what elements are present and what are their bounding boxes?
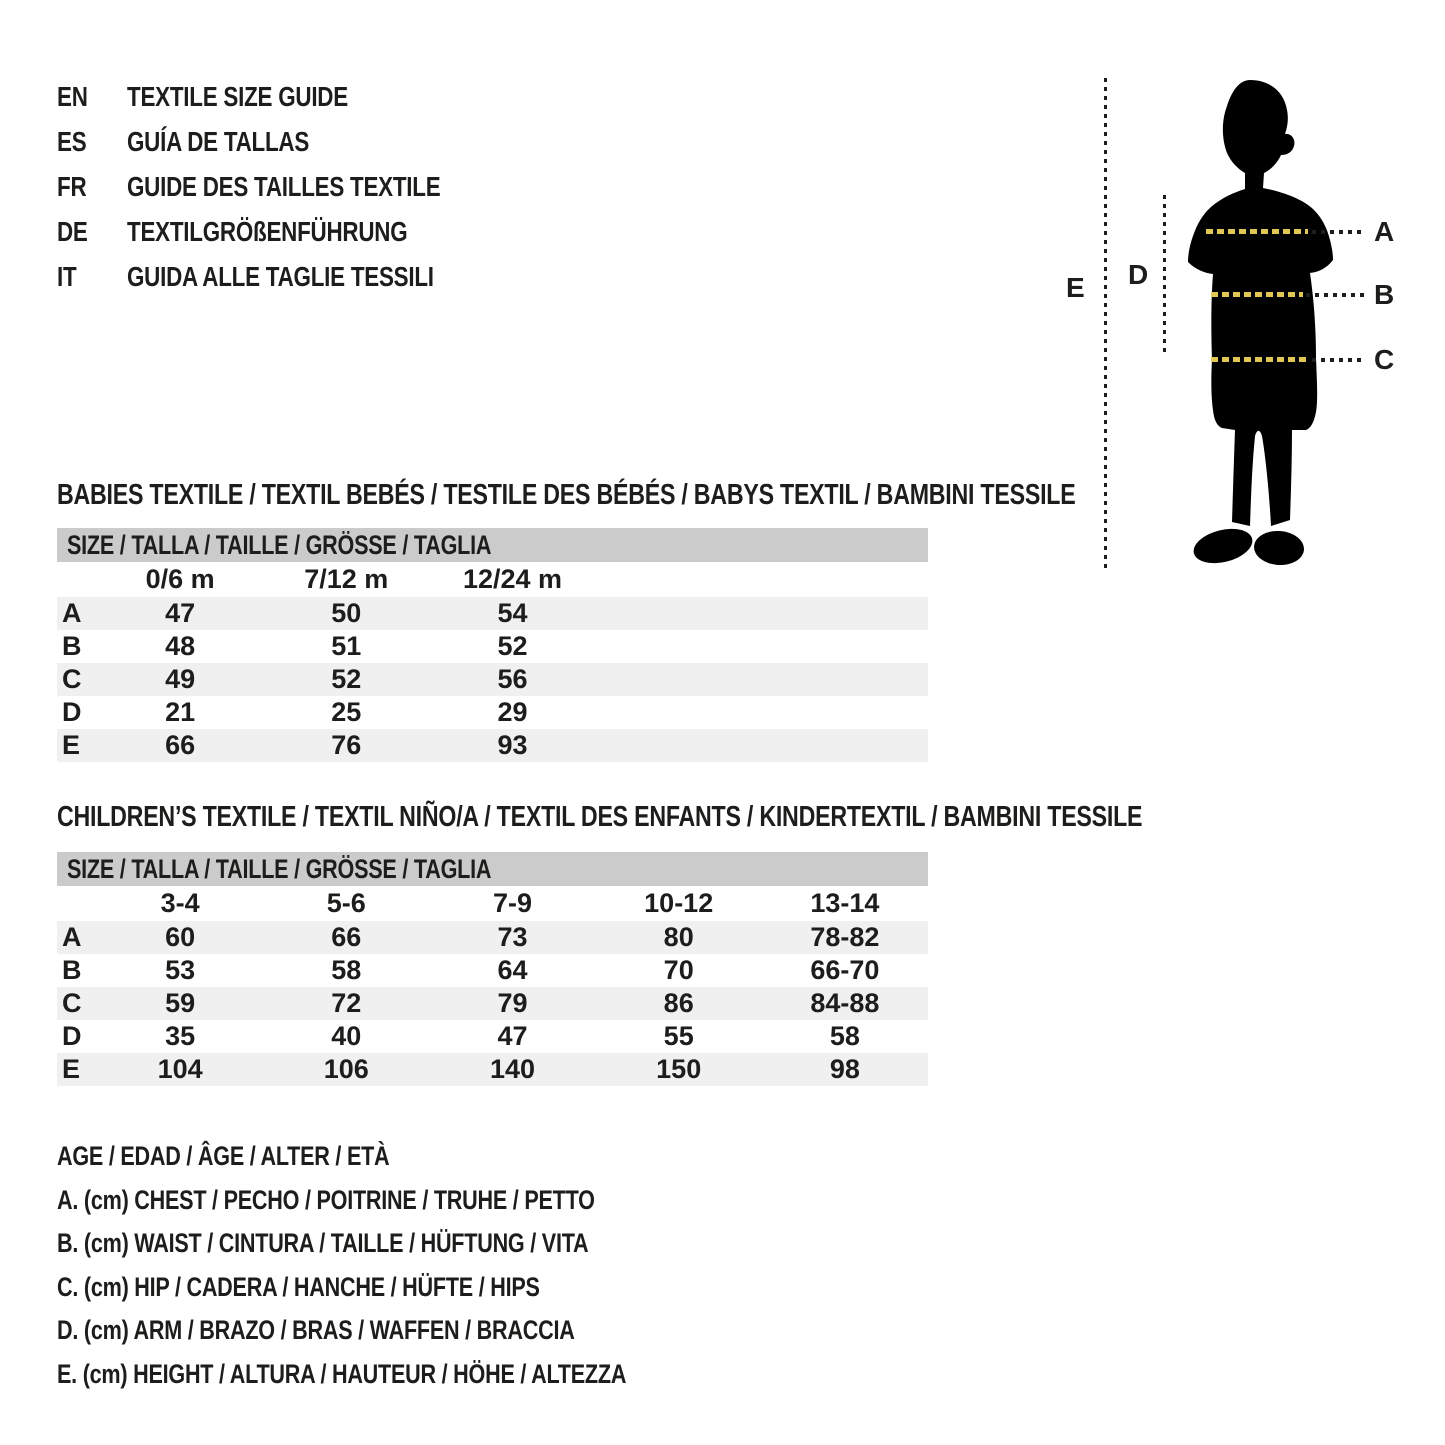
children-col-5-6: 5-6 xyxy=(326,888,366,918)
legend-line-chest: A. (cm) CHEST / PECHO / POITRINE / TRUHE / PETTO xyxy=(57,1184,595,1215)
title-row-en xyxy=(57,74,519,119)
title-row-es xyxy=(57,119,519,164)
measure-label-b: B xyxy=(1374,279,1395,310)
children-size-header-bar: SIZE / TALLA / TAILLE / GRÖSSE / TAGLIA xyxy=(57,852,928,886)
language-code-fr: FR xyxy=(57,170,87,202)
row-label: E xyxy=(62,730,81,760)
measurement-legend xyxy=(57,1135,768,1396)
hip-dot-line-c xyxy=(1312,358,1364,362)
table-row: D 21 25 29 xyxy=(57,696,928,729)
language-code-en: EN xyxy=(57,80,88,112)
row-label: C xyxy=(62,988,82,1018)
row-label: B xyxy=(62,631,82,661)
children-col-13-14: 13-14 xyxy=(810,888,880,918)
title-row-de xyxy=(57,209,519,254)
page-title-it: GUIDA ALLE TAGLIE TESSILI xyxy=(127,260,434,292)
table-row: E 104 106 140 150 98 xyxy=(57,1053,928,1086)
legend-line-hip: C. (cm) HIP / CADERA / HANCHE / HÜFTE / HIPS xyxy=(57,1271,540,1302)
arm-measure-line-d xyxy=(1163,195,1166,353)
waist-dash-line-b xyxy=(1211,292,1303,297)
babies-column-header-row xyxy=(57,562,928,597)
table-row: E 66 76 93 xyxy=(57,729,928,762)
row-label: A xyxy=(62,598,82,628)
measure-label-e: E xyxy=(1066,272,1085,303)
row-label: A xyxy=(62,922,82,952)
babies-size-header-bar: SIZE / TALLA / TAILLE / GRÖSSE / TAGLIA xyxy=(57,528,928,562)
title-row-fr xyxy=(57,164,519,209)
children-section-title: CHILDREN’S TEXTILE / TEXTIL NIÑO/A / TEXTIL DES ENFANTS / KINDERTEXTIL / BAMBINI TESSILE xyxy=(57,801,1143,833)
legend-line-age: AGE / EDAD / ÂGE / ALTER / ETÀ xyxy=(57,1141,390,1172)
children-column-header-row xyxy=(57,886,928,921)
table-row: B 48 51 52 xyxy=(57,630,928,663)
children-col-3-4: 3-4 xyxy=(160,888,200,918)
hip-dash-line-c xyxy=(1211,357,1309,362)
row-label: D xyxy=(62,1021,82,1051)
babies-size-table xyxy=(57,528,928,762)
babies-col-12-24m: 12/24 m xyxy=(462,564,563,594)
page-title-fr: GUIDE DES TAILLES TEXTILE xyxy=(127,170,441,202)
chest-dash-line-a xyxy=(1206,229,1308,234)
legend-line-arm: D. (cm) ARM / BRAZO / BRAS / WAFFEN / BRACCIA xyxy=(57,1315,575,1346)
language-code-de: DE xyxy=(57,215,88,247)
row-label: E xyxy=(62,1054,81,1084)
table-row: A 60 66 73 80 78-82 xyxy=(57,921,928,954)
chest-dot-line-a xyxy=(1312,230,1364,234)
measure-label-c: C xyxy=(1374,344,1395,375)
table-row: A 47 50 54 xyxy=(57,597,928,630)
page-title-es: GUÍA DE TALLAS xyxy=(127,125,310,157)
row-label: B xyxy=(62,955,82,985)
title-block xyxy=(57,74,519,299)
title-row-it xyxy=(57,254,519,299)
children-col-10-12: 10-12 xyxy=(644,888,714,918)
babies-col-7-12m: 7/12 m xyxy=(304,564,389,594)
table-row: D 35 40 47 55 58 xyxy=(57,1020,928,1053)
babies-section-title: BABIES TEXTILE / TEXTIL BEBÉS / TESTILE DES BÉBÉS / BABYS TEXTIL / BAMBINI TESSILE xyxy=(57,479,1076,511)
babies-col-0-6m: 0/6 m xyxy=(145,564,215,594)
row-label: D xyxy=(62,697,82,727)
language-code-es: ES xyxy=(57,125,87,157)
children-col-7-9: 7-9 xyxy=(492,888,532,918)
legend-line-waist: B. (cm) WAIST / CINTURA / TAILLE / HÜFTUNG / VITA xyxy=(57,1228,589,1259)
table-row: C 59 72 79 86 84-88 xyxy=(57,987,928,1020)
waist-dot-line-b xyxy=(1306,293,1364,297)
measure-label-d: D xyxy=(1128,259,1149,290)
children-size-table xyxy=(57,852,928,1086)
measure-label-a: A xyxy=(1374,216,1395,247)
page-title-en: TEXTILE SIZE GUIDE xyxy=(127,80,348,112)
page-title-de: TEXTILGRÖßENFÜHRUNG xyxy=(127,215,408,247)
legend-line-height: E. (cm) HEIGHT / ALTURA / HAUTEUR / HÖHE / ALTEZZA xyxy=(57,1358,627,1389)
language-code-it: IT xyxy=(57,260,77,292)
row-label: C xyxy=(62,664,82,694)
table-row: B 53 58 64 70 66-70 xyxy=(57,954,928,987)
table-row: C 49 52 56 xyxy=(57,663,928,696)
